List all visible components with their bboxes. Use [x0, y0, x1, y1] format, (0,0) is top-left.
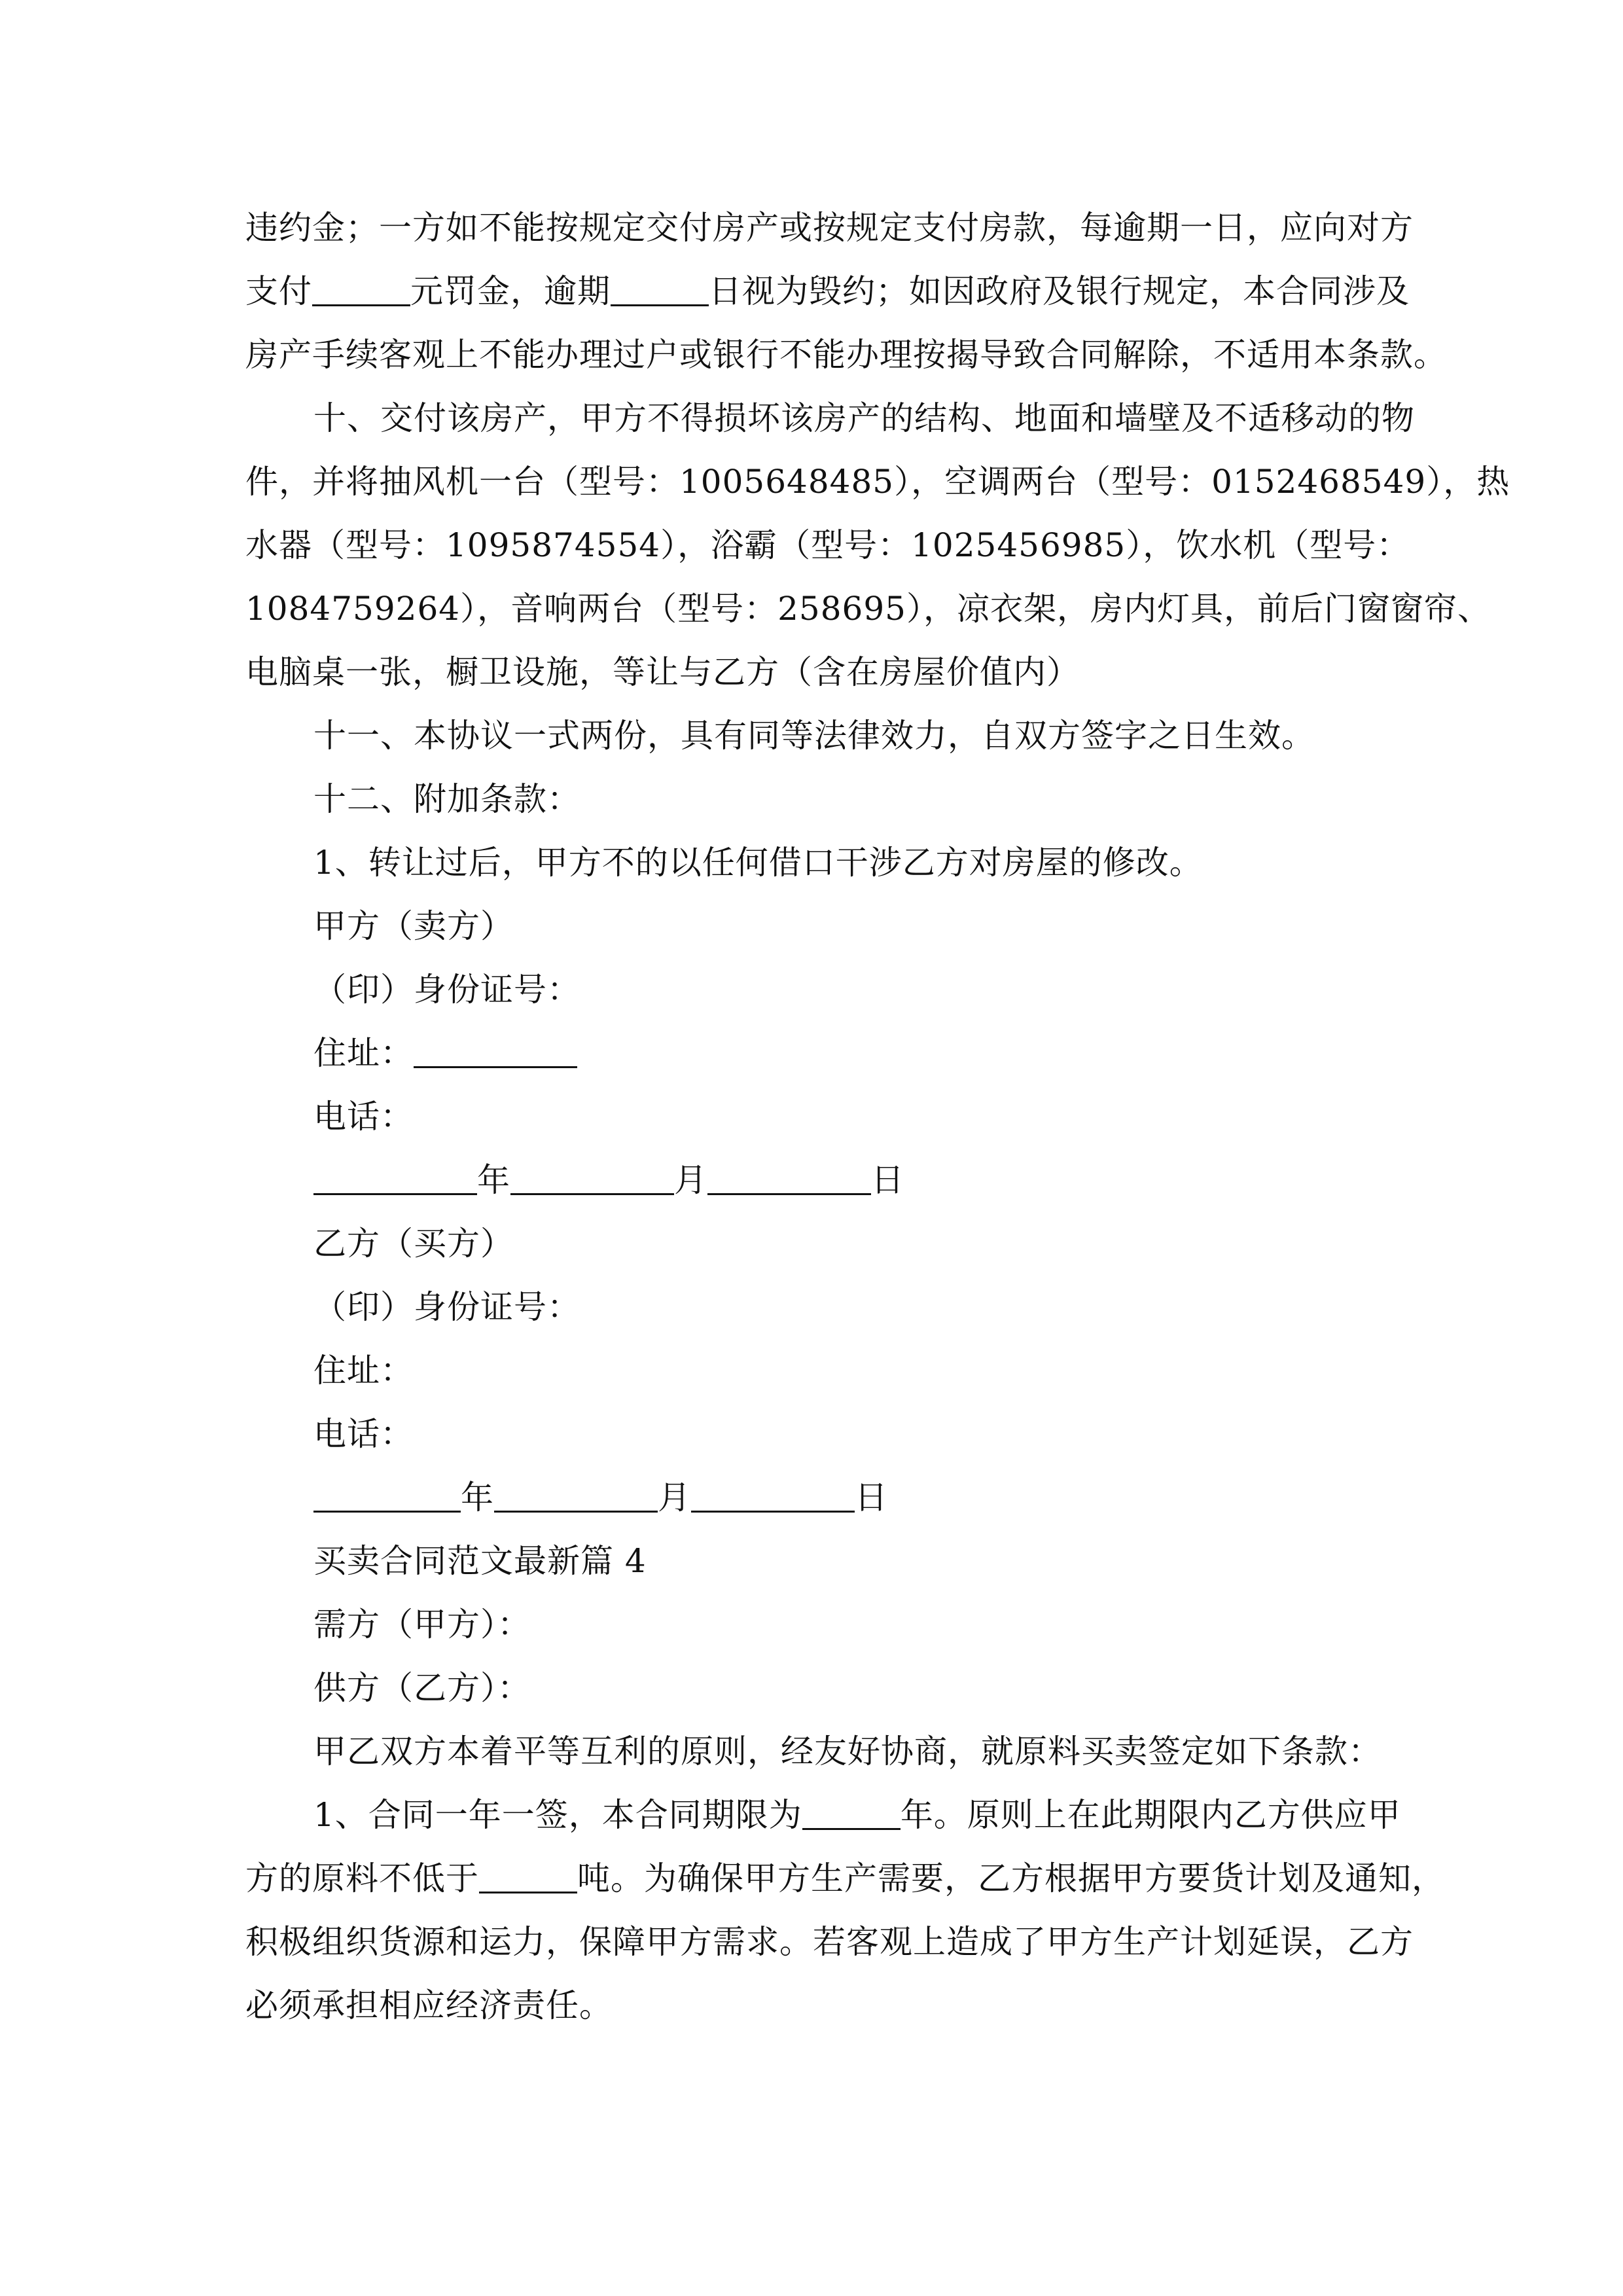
document-page	[245, 196, 1510, 2037]
text: 元罚金，逾期	[410, 272, 611, 310]
party-a-year-blank	[313, 1160, 477, 1195]
day-label: 日	[871, 1161, 904, 1199]
party-a-address-label: 住址：	[313, 1034, 414, 1072]
party-b-address-label: 住址：	[313, 1352, 414, 1390]
demand-party-label: 需方（甲方）：	[313, 1605, 531, 1643]
party-a-id-label: （印）身份证号：	[313, 971, 580, 1009]
clause-10-line-3: 水器（型号：1095874554），浴霸（型号：1025456985），饮水机（型号：	[245, 526, 1410, 564]
party-b-date	[245, 1466, 1384, 1530]
clause-10-line-2: 件，并将抽风机一台（型号：1005648485），空调两台（型号：0152468549），热	[245, 463, 1510, 501]
section-4-clause-1-line-3: 积极组织货源和运力，保障甲方需求。若客观上造成了甲方生产计划延误，乙方	[245, 1923, 1414, 1961]
clause-12-item-1: 1、转让过后，甲方不的以任何借口干涉乙方对房屋的修改。	[313, 844, 1203, 882]
party-a-day-blank	[707, 1160, 871, 1195]
section-4-intro: 甲乙双方本着平等互利的原则，经友好协商，就原料买卖签定如下条款：	[313, 1732, 1382, 1770]
section-4-clause-1-line-1	[245, 1784, 1401, 1847]
fill-blank-days	[611, 272, 709, 306]
text: 吨。为确保甲方生产需要，乙方根据甲方要货计划及通知，	[577, 1859, 1445, 1897]
clause-10-line-5: 电脑桌一张，橱卫设施，等让与乙方（含在房屋价值内）	[245, 653, 1080, 691]
text: 年。原则上在此期限内乙方供应甲	[900, 1796, 1401, 1834]
party-a-date	[245, 1149, 1384, 1212]
year-label: 年	[477, 1161, 510, 1199]
party-b-year-blank	[313, 1478, 461, 1513]
text: 方的原料不低于	[245, 1859, 479, 1897]
party-a-phone-label: 电话：	[313, 1098, 414, 1136]
party-a-title: 甲方（卖方）	[313, 907, 514, 945]
clause-12-heading: 十二、附加条款：	[313, 780, 580, 818]
supply-party-label: 供方（乙方）：	[313, 1669, 531, 1707]
text: 1、合同一年一签，本合同期限为	[313, 1796, 802, 1834]
clause-10-line-4: 1084759264），音响两台（型号：258695），凉衣架，房内灯具，前后门窗窗帘、	[245, 590, 1491, 628]
clause-10-line-1: 十、交付该房产，甲方不得损坏该房产的结构、地面和墙壁及不适移动的物	[313, 399, 1415, 437]
term-years-blank	[802, 1795, 901, 1830]
party-b-title: 乙方（买方）	[313, 1225, 514, 1263]
text: 日视为毁约；如因政府及银行规定，本合同涉及	[709, 272, 1410, 310]
fill-blank-penalty	[312, 272, 410, 306]
party-b-id-label: （印）身份证号：	[313, 1288, 580, 1326]
party-b-month-blank	[494, 1478, 658, 1513]
month-label: 月	[658, 1479, 691, 1516]
tonnage-blank	[479, 1859, 577, 1893]
party-a-month-blank	[510, 1160, 674, 1195]
section-4-heading: 买卖合同范文最新篇 4	[313, 1542, 647, 1580]
clause-9-line-3: 房产手续客观上不能办理过户或银行不能办理按揭导致合同解除，不适用本条款。	[245, 336, 1447, 374]
day-label: 日	[855, 1479, 888, 1516]
clause-9-line-1: 违约金；一方如不能按规定交付房产或按规定支付房款，每逾期一日，应向对方	[245, 209, 1414, 247]
section-4-clause-1-line-4: 必须承担相应经济责任。	[245, 1986, 613, 2024]
clause-9-line-2	[245, 260, 1410, 323]
clause-11: 十一、本协议一式两份，具有同等法律效力，自双方签字之日生效。	[313, 717, 1315, 755]
year-label: 年	[461, 1479, 494, 1516]
section-4-clause-1-line-2	[245, 1847, 1445, 1910]
party-a-address	[245, 1022, 1384, 1085]
month-label: 月	[674, 1161, 707, 1199]
party-b-day-blank	[691, 1478, 855, 1513]
party-b-phone-label: 电话：	[313, 1415, 414, 1453]
party-a-address-blank	[414, 1033, 577, 1068]
text: 支付	[245, 272, 312, 310]
